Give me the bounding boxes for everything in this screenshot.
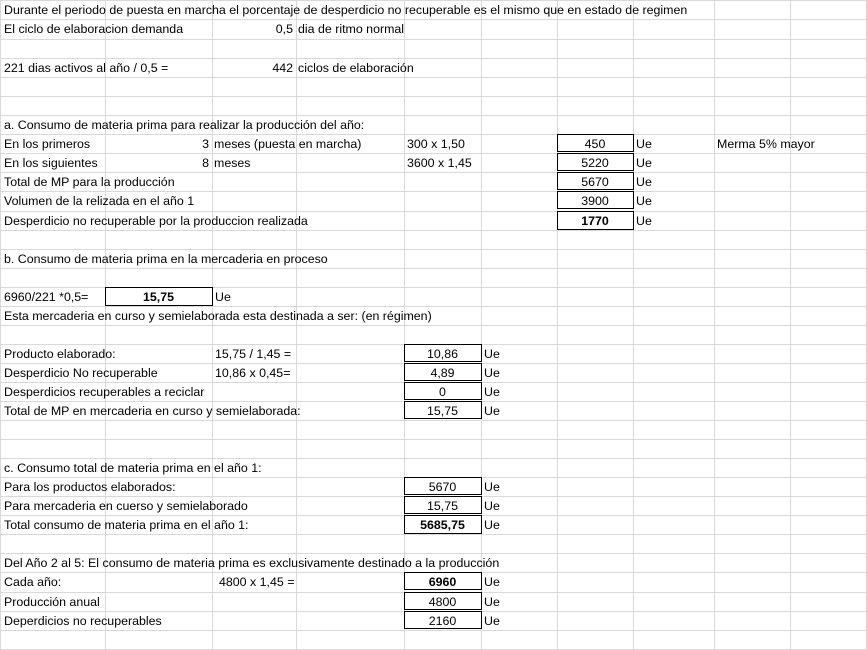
section-b-subtitle: Esta mercaderia en curso y semielaborada esta destinada a ser: (en régimen): [4, 309, 432, 323]
c-row3-label: Total consumo de materia prima en el año 1:: [4, 518, 249, 532]
d-row1-label: Cada año:: [4, 575, 62, 589]
ciclo-label: El ciclo de elaboracion demanda: [4, 22, 184, 36]
a-row2-calc: 3600 x 1,45: [407, 156, 472, 170]
a-row2-unit: Ue: [636, 156, 652, 170]
a-row5-value: 1770: [581, 214, 609, 228]
a-row2-value: 5220: [581, 156, 609, 170]
b-row2-calc: 10,86 x 0,45=: [215, 366, 291, 380]
c-row1-label: Para los productos elaborados:: [4, 480, 176, 494]
b-row3-label: Desperdicios recuperables a reciclar: [4, 385, 205, 399]
c-row3-unit: Ue: [484, 518, 500, 532]
b-formula-unit: Ue: [215, 290, 231, 304]
b-row4-label: Total de MP en mercaderia en curso y semielaborada:: [4, 404, 301, 418]
a-row1-unit: Ue: [636, 137, 652, 151]
a-row3-label: Total de MP para la producción: [4, 175, 175, 189]
b-row2-value: 4,89: [430, 366, 455, 380]
section-c-title: c. Consumo total de materia prima en el año 1:: [4, 461, 262, 475]
a-row3-unit: Ue: [636, 175, 652, 189]
c-row2-unit: Ue: [484, 499, 500, 513]
a-row3-value: 5670: [581, 175, 609, 189]
d-row3-unit: Ue: [484, 614, 500, 628]
b-row3-value: 0: [439, 385, 446, 399]
heading: Durante el periodo de puesta en marcha el porcentaje de desperdicio no recuperable es el mismo que en estado de regimen: [4, 3, 688, 17]
d-row3-label: Deperdicios no recuperables: [4, 614, 162, 628]
a-row5-unit: Ue: [636, 214, 652, 228]
a-row4-label: Volumen de la relizada en el año 1: [4, 194, 195, 208]
b-row1-calc: 15,75 / 1,45 =: [215, 347, 292, 361]
section-d-title: Del Año 2 al 5: El consumo de materia prima es exclusivamente destinado a la producción: [4, 556, 500, 570]
a-row1-label: En los primeros: [4, 137, 91, 151]
a-row2-n: 8: [202, 156, 209, 170]
c-row1-value: 5670: [428, 480, 457, 494]
d-row2-unit: Ue: [484, 595, 500, 609]
a-row1-note: Merma 5% mayor: [717, 137, 815, 151]
c-row2-value: 15,75: [426, 499, 458, 513]
dias-value: 442: [272, 61, 293, 75]
d-row1-calc: 4800 x 1,45 =: [219, 575, 295, 589]
c-row1-unit: Ue: [484, 480, 500, 494]
d-row3-value: 2160: [428, 614, 457, 628]
a-row1-calc: 300 x 1,50: [407, 137, 465, 151]
dias-unit: ciclos de elaboración: [298, 61, 414, 75]
a-row1-n: 3: [202, 137, 209, 151]
d-row2-label: Producción anual: [4, 595, 100, 609]
b-row4-unit: Ue: [484, 404, 500, 418]
c-row3-value: 5685,75: [420, 518, 465, 532]
c-row2-label: Para mercaderia en cuerso y semielaborado: [4, 499, 248, 513]
a-row1-desc: meses (puesta en marcha): [214, 137, 362, 151]
b-row4-value: 15,75: [426, 404, 458, 418]
dias-label: 221 dias activos al año / 0,5 =: [4, 61, 169, 75]
a-row2-label: En los siguientes: [4, 156, 98, 170]
b-row1-label: Producto elaborado:: [4, 347, 116, 361]
a-row4-unit: Ue: [636, 194, 652, 208]
b-row3-unit: Ue: [484, 385, 500, 399]
ciclo-value: 0,5: [275, 22, 293, 36]
b-formula: 6960/221 *0,5=: [4, 290, 89, 304]
a-row1-value: 450: [584, 137, 606, 151]
a-row2-desc: meses: [214, 156, 251, 170]
a-row4-value: 3900: [581, 194, 609, 208]
ciclo-unit: dia de ritmo normal: [298, 22, 405, 36]
b-row1-unit: Ue: [484, 347, 500, 361]
d-row1-value: 6960: [428, 575, 457, 589]
b-formula-value: 15,75: [142, 290, 174, 304]
section-b-title: b. Consumo de materia prima en la mercaderia en proceso: [4, 252, 328, 266]
section-a-title: a. Consumo de materia prima para realizar la producción del año:: [4, 118, 365, 132]
b-row2-label: Desperdicio No recuperable: [4, 366, 158, 380]
a-row5-label: Desperdicio no recuperable por la produccion realizada: [4, 214, 308, 228]
d-row1-unit: Ue: [484, 575, 500, 589]
b-row2-unit: Ue: [484, 366, 500, 380]
d-row2-value: 4800: [428, 595, 457, 609]
b-row1-value: 10,86: [426, 347, 458, 361]
